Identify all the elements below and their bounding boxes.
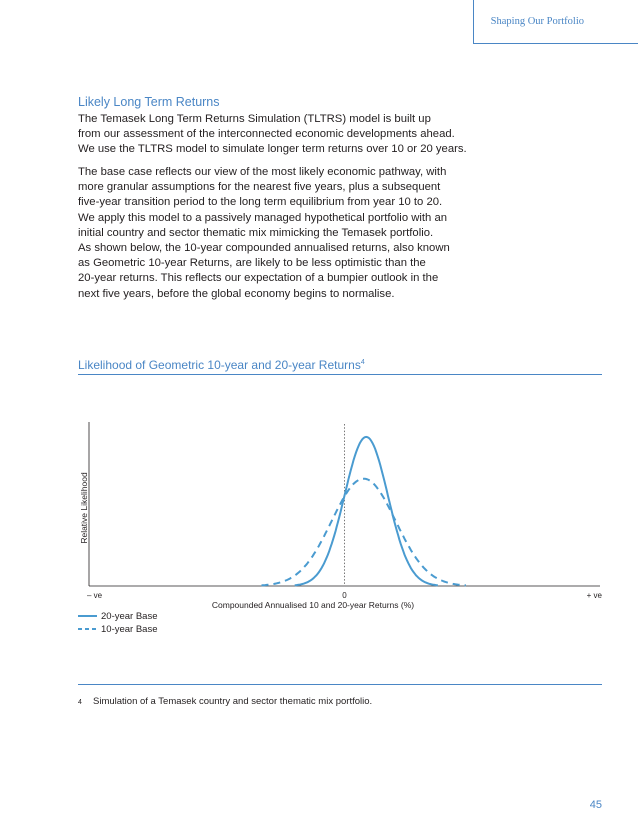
paragraph-line: The Temasek Long Term Returns Simulation (TLTRS) model is built up xyxy=(78,113,431,125)
x-tick-label: + ve xyxy=(586,591,602,600)
paragraph-1 xyxy=(78,112,578,158)
chart-title-rule xyxy=(78,374,602,375)
x-axis-label: Compounded Annualised 10 and 20-year Returns (%) xyxy=(211,600,415,610)
paragraph-line: as Geometric 10-year Returns, are likely to be less optimistic than the xyxy=(78,257,426,270)
footnote-number: 4 xyxy=(78,699,82,706)
paragraph-line: We apply this model to a passively managed hypothetical portfolio with an xyxy=(78,211,448,224)
paragraph-line: We use the TLTRS model to simulate longer term returns over 10 or 20 years. xyxy=(78,143,467,156)
footnote-text: Simulation of a Temasek country and sector thematic mix portfolio. xyxy=(93,696,373,707)
paragraph-line: from our assessment of the interconnected economic developments ahead. xyxy=(78,128,455,141)
legend-label: 20-year Base xyxy=(101,611,158,622)
footnote-rule xyxy=(78,684,602,685)
paragraph-line: more granular assumptions for the nearest five years, plus a subsequent xyxy=(78,181,441,194)
page-number: 45 xyxy=(589,799,602,811)
y-axis-label: Relative Likelihood xyxy=(79,472,89,544)
paragraph-2 xyxy=(78,165,578,241)
chart-title xyxy=(78,358,365,372)
series-line-10-year xyxy=(262,479,466,586)
section-title: Likely Long Term Returns xyxy=(78,95,220,109)
legend-label: 10-year Base xyxy=(101,624,158,635)
chart-title-text: Likelihood of Geometric 10-year and 20-year Returns xyxy=(78,358,361,372)
running-head: Shaping Our Portfolio xyxy=(490,16,584,27)
x-tick-label: – ve xyxy=(87,591,103,600)
paragraph-line: The base case reflects our view of the most likely economic pathway, with xyxy=(78,166,447,178)
paragraph-line: five-year transition period to the long term equilibrium from year 10 to 20. xyxy=(78,196,443,209)
paragraph-line: 20-year returns. This reflects our expectation of a bumpier outlook in the xyxy=(78,272,439,285)
paragraph-line: initial country and sector thematic mix mimicking the Temasek portfolio. xyxy=(78,226,434,239)
paragraph-line: As shown below, the 10-year compounded annualised returns, also known xyxy=(78,242,450,254)
density-chart xyxy=(60,412,620,652)
header-rule-vertical xyxy=(473,0,474,44)
paragraph-line: next five years, before the global economy begins to normalise. xyxy=(78,287,395,300)
chart-footnote-ref: 4 xyxy=(360,359,365,366)
series-line-20-year xyxy=(295,437,438,585)
x-tick-label: 0 xyxy=(342,591,347,600)
header-rule-horizontal xyxy=(473,43,638,44)
paragraph-3 xyxy=(78,241,578,302)
